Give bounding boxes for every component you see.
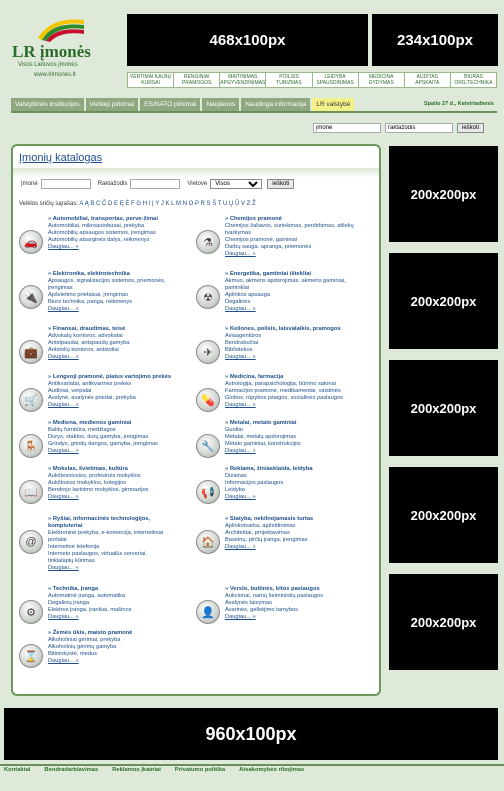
logo-subtitle: Visos Lietuvos įmonės xyxy=(18,62,78,68)
category-more-link[interactable]: Daugiau... » xyxy=(48,244,79,250)
megaphone-icon[interactable]: 📢 xyxy=(196,480,220,504)
category-subitem[interactable]: Durys, staktos, durų gamyba, įrengimas xyxy=(48,434,149,440)
category-subitem[interactable]: Architektai, projektavimas xyxy=(225,530,290,536)
main-nav-tab-active[interactable]: LR valstybė xyxy=(312,98,354,111)
category-title[interactable]: » Verslo, buitinės, kitos paslaugos xyxy=(225,586,320,592)
top-nav-item[interactable]: VERTIMAI KALBŲ KURSAI xyxy=(128,73,174,87)
side-ad-2[interactable]: 200x200px xyxy=(389,253,498,349)
category-more-link[interactable]: Daugiau... » xyxy=(48,306,79,312)
footer-link-privacy[interactable]: Privatumo politika xyxy=(174,767,226,773)
company-catalog-panel xyxy=(11,144,381,696)
footer-divider xyxy=(0,764,504,766)
category-subitem[interactable]: Astrologija, parapsichologija, būrimo salonai xyxy=(225,381,336,387)
category-items xyxy=(225,593,371,621)
top-nav-item[interactable]: LEIDYBA SPAUSDINIMAS xyxy=(313,73,359,87)
at-icon[interactable]: @ xyxy=(19,530,43,554)
chair-icon[interactable]: 🪑 xyxy=(19,434,43,458)
keyword-filter-input[interactable] xyxy=(130,179,180,189)
plug-icon[interactable]: 🔌 xyxy=(19,285,43,309)
category-more-link[interactable]: Daugiau... » xyxy=(225,614,256,620)
banner-ad-top-large[interactable]: 468x100px xyxy=(127,14,368,66)
category-more-link[interactable]: Daugiau... » xyxy=(225,306,256,312)
category-more-link[interactable]: Daugiau... » xyxy=(48,614,79,620)
category-items xyxy=(225,333,371,361)
banner-ad-bottom[interactable]: 960x100px xyxy=(4,708,498,760)
top-nav-item[interactable]: AUDITAS APSKAITA xyxy=(405,73,451,87)
category-more-link[interactable]: Daugiau... » xyxy=(225,544,256,550)
pills-icon[interactable]: 💊 xyxy=(196,388,220,412)
category-title[interactable]: » Mokslas, švietimas, kultūra xyxy=(48,466,128,472)
logo-url: www.lrimones.lt xyxy=(34,72,76,78)
category-title[interactable]: » Statyba, nekilnojamasis turtas xyxy=(225,516,314,522)
category-subitem[interactable]: Automobilių apsaugos sistemos, įrengimas xyxy=(48,230,156,236)
category-title[interactable]: » Lengvoji pramonė, platus vartojimo prekės xyxy=(48,374,172,380)
house-icon[interactable]: 🏠 xyxy=(196,530,220,554)
category-title[interactable]: » Reklama, žiniasklaida, leidyba xyxy=(225,466,313,472)
category-subitem[interactable]: Aukštosios mokyklos, kolegijos xyxy=(48,480,127,486)
category-more-link[interactable]: Daugiau... » xyxy=(225,448,256,454)
keyword-label: Raktažodis xyxy=(97,181,128,187)
footer-link-ad-prices[interactable]: Reklamos įkainiai xyxy=(112,767,161,773)
category-title[interactable]: » Automobiliai, transportas, perve-žimai xyxy=(48,216,158,222)
radiation-icon[interactable]: ☢ xyxy=(196,285,220,309)
car-icon[interactable]: 🚗 xyxy=(19,230,43,254)
side-ad-5[interactable]: 200x200px xyxy=(389,574,498,670)
search-button[interactable]: ieškoti xyxy=(457,123,484,133)
category-subitem[interactable]: Alkoholiniai gėrimai, prekyba xyxy=(48,637,121,643)
category-subitem[interactable]: Internetinė telefonija xyxy=(48,544,100,550)
category-subitem[interactable]: Metalo gaminiai, konstrukcijos xyxy=(225,441,301,447)
top-category-nav xyxy=(127,72,497,88)
category-subitem[interactable]: Chemijos žaliavos, surinkimas, perdirbimas, atliekų xyxy=(225,223,354,229)
site-logo[interactable] xyxy=(6,14,118,78)
top-nav-item[interactable]: POILSIS TURIZMAS xyxy=(266,73,312,87)
category-title[interactable]: » Elektronika, elektrotechnika xyxy=(48,271,130,277)
category-subitem[interactable]: Antstpaudai, antspaudų gamyba xyxy=(48,340,130,346)
top-nav-item[interactable]: MAITINIMAS APGYVENDINIMAS xyxy=(220,74,266,86)
category-title[interactable]: » Chemijos pramonė xyxy=(225,216,283,222)
location-label: Vietovė xyxy=(187,181,208,187)
category-subitem[interactable]: Interneto paslaugos, virtualūs serveriai, xyxy=(48,551,147,557)
category-items xyxy=(48,278,194,313)
category-more-link[interactable]: Daugiau... » xyxy=(48,448,79,454)
current-date: Spalio 27 d., Ketvirtadienis xyxy=(424,101,494,107)
category-items xyxy=(48,381,194,409)
category-title[interactable]: » Žemės ūkis, maisto pramonė xyxy=(48,630,133,636)
company-search-input[interactable] xyxy=(313,123,381,133)
category-more-link[interactable]: Daugiau... » xyxy=(225,354,256,360)
flask-icon[interactable]: ⚗ xyxy=(196,230,220,254)
category-subitem[interactable]: Automobiliai, mikroautobusai, prekyba xyxy=(48,223,145,229)
catalog-filter xyxy=(21,179,294,189)
book-icon[interactable]: 📖 xyxy=(19,480,43,504)
category-subitem[interactable]: Leidyba xyxy=(225,487,245,493)
top-nav-item[interactable]: BIURAS ORG.TECHNIKA xyxy=(454,74,493,86)
category-subitem[interactable]: Baseinų, pirčių įranga, įrengimas xyxy=(225,537,308,543)
category-subitem[interactable]: Degalinės xyxy=(225,299,251,305)
category-subitem[interactable]: Bitininkystė, medus xyxy=(48,651,97,657)
category-subitem[interactable]: Guoliai xyxy=(225,427,243,433)
flag-logo-icon xyxy=(34,14,86,42)
nav-divider xyxy=(11,111,497,113)
category-subitem[interactable]: tvarkymas xyxy=(225,230,251,236)
category-title[interactable]: » Medicina, farmacija xyxy=(225,374,284,380)
category-subitem[interactable]: tinklalapių kūrimas xyxy=(48,558,95,564)
category-subitem[interactable]: Bendrojo lavinimo mokyklos, gimnazijos xyxy=(48,487,149,493)
main-nav-tab[interactable]: ES/NATO pirkimai xyxy=(140,98,200,111)
banner-ad-top-small[interactable]: 234x100px xyxy=(372,14,498,66)
side-ad-1[interactable]: 200x200px xyxy=(389,146,498,242)
category-items xyxy=(48,530,194,572)
category-items xyxy=(225,427,371,455)
category-subitem[interactable]: Advokatų kontoros, advokatai xyxy=(48,333,123,339)
category-subitem[interactable]: Audiniai, verpalai xyxy=(48,388,92,394)
category-subitem[interactable]: Apsaugos, signalizacijos sistemos, priemonės, xyxy=(48,278,166,284)
catalog-search-button[interactable]: ieškoti xyxy=(267,179,294,189)
footer-link-disclaimer[interactable]: Atsakomybės ribojimas xyxy=(239,767,305,773)
alphabet-filter xyxy=(19,201,256,207)
category-subitem[interactable]: Automobilių atsarginės dalys, reikmenys xyxy=(48,237,150,243)
category-subitem[interactable]: Antstolių kontoros, antstoliai xyxy=(48,347,119,353)
gear-icon[interactable]: ⚙ xyxy=(19,600,43,624)
category-subitem[interactable]: Avalynės taisymas xyxy=(225,600,272,606)
category-more-link[interactable]: Daugiau... » xyxy=(48,565,79,571)
category-subitem[interactable]: Elektroninė prekyba, e-komercija, internetiniai xyxy=(48,530,164,536)
category-subitem[interactable]: Aukštesniosios, profesinės mokyklos xyxy=(48,473,141,479)
main-nav-tab[interactable]: Naudinga informacija xyxy=(241,98,310,111)
category-subitem[interactable]: Darbų sauga, apranga, priemonės xyxy=(225,244,312,250)
category-subitem[interactable]: Aplinkotvarka, apželdinimas xyxy=(225,523,296,529)
category-more-link[interactable]: Daugiau... » xyxy=(225,494,256,500)
cart-icon[interactable]: 🛒 xyxy=(19,388,43,412)
panel-header-shade xyxy=(13,168,379,178)
category-items xyxy=(48,593,194,621)
category-items xyxy=(48,333,194,361)
category-items xyxy=(48,427,194,455)
category-subitem[interactable]: Akmuo, akmens apdorojimas, akmens gaminiai, xyxy=(225,278,346,284)
category-subitem[interactable]: Elektros įranga, įrankiai, mašinos xyxy=(48,607,132,613)
category-subitem[interactable]: Metalai, metalų apdorojimas xyxy=(225,434,297,440)
category-title-cont[interactable]: kompiuteriai xyxy=(48,523,83,529)
category-subitem[interactable]: Degalinių įranga xyxy=(48,600,90,606)
category-subitem[interactable]: Baldų furnitūra, medžiagos xyxy=(48,427,116,433)
category-items xyxy=(48,223,194,251)
briefcase-icon[interactable]: 💼 xyxy=(19,340,43,364)
catalog-title[interactable]: Įmonių katalogas xyxy=(19,152,103,164)
category-items xyxy=(48,637,194,665)
category-more-link[interactable]: Daugiau... » xyxy=(48,402,79,408)
person-icon[interactable]: 👤 xyxy=(196,600,220,624)
category-subitem[interactable]: Informacijos paslaugos xyxy=(225,480,284,486)
main-nav xyxy=(11,98,354,111)
category-items xyxy=(225,381,371,409)
category-subitem[interactable]: Biuro technika, įranga, reikmenys xyxy=(48,299,133,305)
category-subitem[interactable]: įrengimas xyxy=(48,285,73,291)
category-items xyxy=(225,473,371,501)
logo-title: LR įmonės xyxy=(12,42,91,61)
main-nav-tab[interactable]: Naujienos xyxy=(202,98,239,111)
category-items xyxy=(225,278,371,313)
category-more-link[interactable]: Daugiau... » xyxy=(48,658,79,664)
footer-links xyxy=(4,767,304,773)
main-nav-tab[interactable]: Viešieji pirkimai xyxy=(86,98,139,111)
category-title[interactable]: » Mediena, medienos gaminiai xyxy=(48,420,132,426)
wrench-icon[interactable]: 🔧 xyxy=(196,434,220,458)
category-subitem[interactable]: paminklai xyxy=(225,285,250,291)
category-subitem[interactable]: Apšvietimo prietaisai, įrengimas xyxy=(48,292,128,298)
category-title[interactable]: » Finansai, draudimas, teisė xyxy=(48,326,126,332)
category-items xyxy=(225,523,371,551)
main-nav-tab[interactable]: Valstybinės institucijos xyxy=(11,98,84,111)
category-subitem[interactable]: Antikvariatai, antikvarinės prekės xyxy=(48,381,132,387)
category-subitem[interactable]: Alkoholinių gėrimų gamyba xyxy=(48,644,117,650)
footer-link-cooperation[interactable]: Bendradarbiavimas xyxy=(44,767,99,773)
category-subitem[interactable]: Dizainas xyxy=(225,473,247,479)
hourglass-icon[interactable]: ⌛ xyxy=(19,644,43,668)
category-subitem[interactable]: Globos, rūpybos įstaigos, socialinės paslaugos xyxy=(225,395,343,401)
location-select[interactable] xyxy=(210,179,262,189)
category-subitem[interactable]: Bibliotekos xyxy=(225,347,253,353)
side-ad-4[interactable]: 200x200px xyxy=(389,467,498,563)
category-subitem[interactable]: Aviaagentūros xyxy=(225,333,262,339)
category-subitem[interactable]: Aukcionai, namų šeimininkų paslaugos xyxy=(225,593,324,599)
category-more-link[interactable]: Daugiau... » xyxy=(225,251,256,257)
category-subitem[interactable]: Chemijos pramonė, gaminiai xyxy=(225,237,298,243)
category-subitem[interactable]: portalai xyxy=(48,537,67,543)
category-subitem[interactable]: Grindys, grindų dangos, gamyba, įrengimas xyxy=(48,441,159,447)
top-nav-item[interactable]: MEDICINA GYDYMAS xyxy=(359,73,405,87)
category-subitem[interactable]: Avalynė, avalynės priedai, prekyba xyxy=(48,395,136,401)
category-subitem[interactable]: Bendrabučiai xyxy=(225,340,259,346)
letters-label: Veiklos sričių sąrašas: xyxy=(19,201,79,207)
category-more-link[interactable]: Daugiau... » xyxy=(225,402,256,408)
category-subitem[interactable]: Farmacijos pramonė, medikamentai, vaistinės xyxy=(225,388,341,394)
category-subitem[interactable]: Aplinkos apsauga xyxy=(225,292,270,298)
category-title[interactable]: » Keliones, poilsis, laisvalaikis, pramogos xyxy=(225,326,341,332)
category-items xyxy=(225,223,371,258)
airplane-icon[interactable]: ✈ xyxy=(196,340,220,364)
category-items xyxy=(48,473,194,501)
category-title[interactable]: » Ryšiai, informacinės technologijos, xyxy=(48,516,151,522)
category-title[interactable]: » Technika, įranga xyxy=(48,586,99,592)
category-more-link[interactable]: Daugiau... » xyxy=(48,494,79,500)
header-search xyxy=(313,123,484,133)
company-label: Įmonė xyxy=(21,181,38,187)
alphabet-letters[interactable]: A Ą B C Č D E Ę Ė F G H I Į Y J K L M N O P R S Š T U Ų Ū V Z Ž xyxy=(79,201,256,207)
keyword-search-input[interactable] xyxy=(385,123,453,133)
footer-link-contacts[interactable]: Kontaktai xyxy=(4,767,31,773)
category-more-link[interactable]: Daugiau... » xyxy=(48,354,79,360)
category-subitem[interactable]: Avarinės, gelbėjimo tarnybos xyxy=(225,607,298,613)
category-title[interactable]: » Energetika, gamtiniai ištekliai xyxy=(225,271,312,277)
category-subitem[interactable]: Automatinė įranga, automatika xyxy=(48,593,126,599)
category-title[interactable]: » Metalai, metalo gaminiai xyxy=(225,420,297,426)
top-nav-item[interactable]: RENGINIAI PRAMOGOS xyxy=(174,73,220,87)
company-filter-input[interactable] xyxy=(41,179,91,189)
side-ad-3[interactable]: 200x200px xyxy=(389,360,498,456)
